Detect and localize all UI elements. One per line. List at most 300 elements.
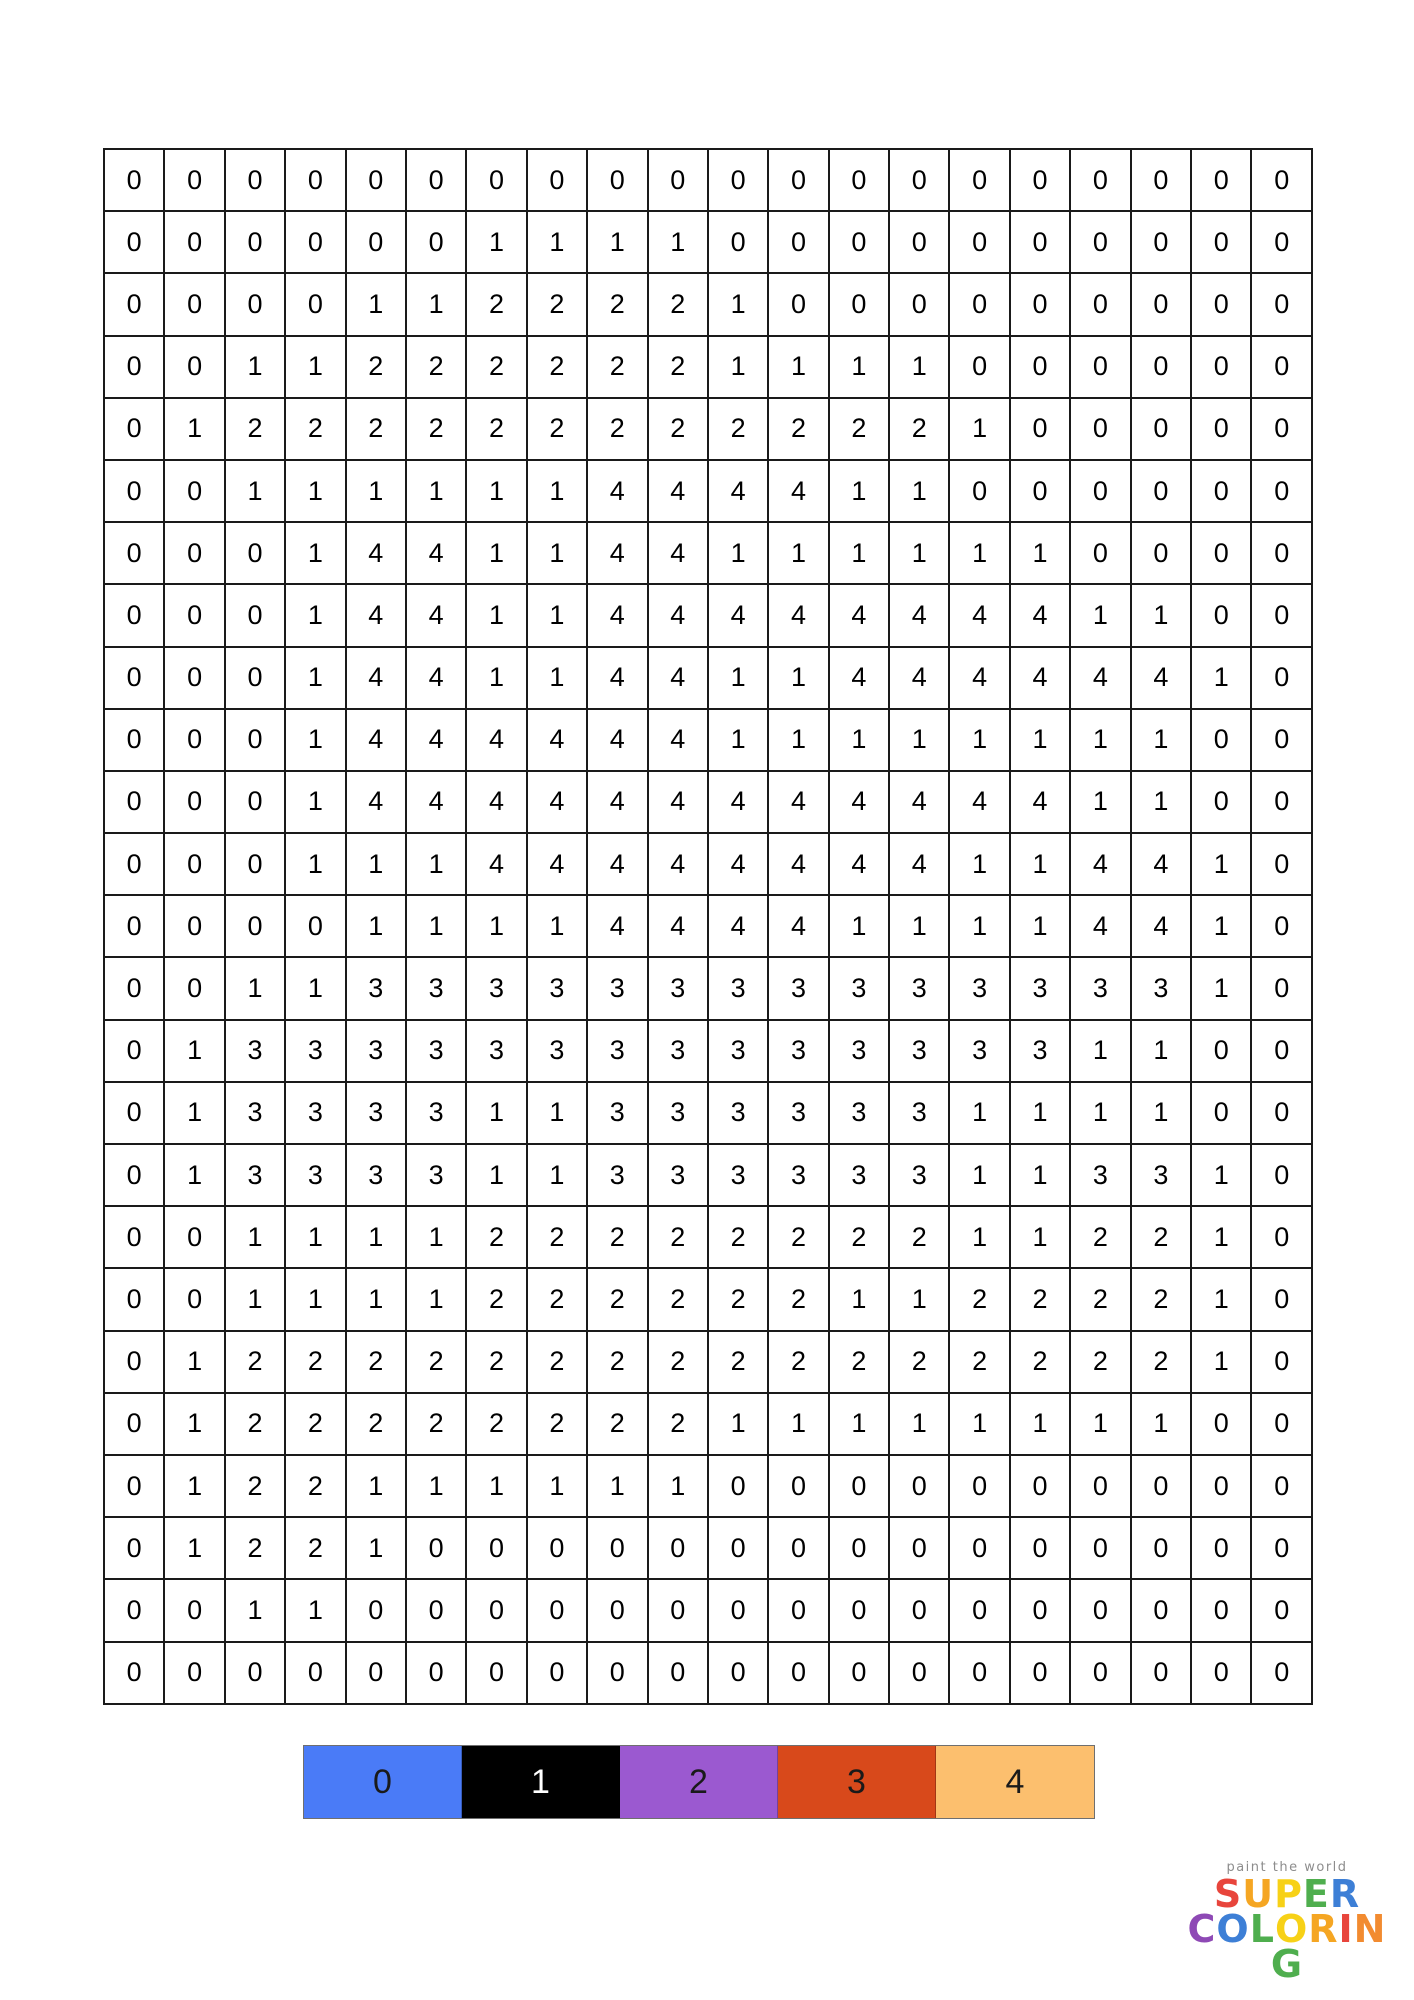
grid-cell: 0 [104,211,164,273]
grid-cell: 2 [225,398,285,460]
grid-cell: 4 [587,584,647,646]
grid-cell: 0 [949,336,1009,398]
grid-cell: 1 [406,460,466,522]
grid-cell: 4 [829,771,889,833]
grid-cell: 0 [346,149,406,211]
grid-cell: 0 [104,1455,164,1517]
grid-cell: 4 [1070,833,1130,895]
grid-cell: 4 [708,771,768,833]
logo-line-1: SUPER [1213,1872,1361,1917]
grid-cell: 2 [406,1331,466,1393]
grid-cell: 1 [466,1455,526,1517]
grid-cell: 2 [285,1517,345,1579]
grid-cell: 3 [949,1020,1009,1082]
grid-cell: 2 [829,398,889,460]
grid-cell: 0 [1191,398,1251,460]
grid-row [104,895,1312,957]
grid-cell: 1 [829,336,889,398]
grid-cell: 4 [889,771,949,833]
legend-swatch-4: 4 [936,1746,1094,1818]
grid-cell: 0 [1191,273,1251,335]
grid-cell: 2 [1070,1206,1130,1268]
grid-cell: 2 [225,1331,285,1393]
grid-cell: 1 [527,211,587,273]
grid-cell: 1 [527,647,587,709]
color-legend [303,1745,1095,1819]
grid-cell: 1 [889,522,949,584]
grid-cell: 0 [1251,709,1312,771]
grid-cell: 4 [648,709,708,771]
grid-cell: 0 [225,273,285,335]
grid-cell: 0 [164,771,224,833]
grid-cell: 1 [889,895,949,957]
grid-cell: 3 [587,1144,647,1206]
grid-cell: 1 [949,522,1009,584]
grid-cell: 0 [829,149,889,211]
grid-cell: 4 [768,895,828,957]
grid-cell: 1 [225,1268,285,1330]
grid-cell: 0 [164,957,224,1019]
grid-cell: 1 [346,273,406,335]
grid-cell: 0 [1131,1642,1191,1704]
grid-cell: 2 [346,1331,406,1393]
legend-swatch-0: 0 [304,1746,462,1818]
grid-cell: 0 [1131,522,1191,584]
grid-cell: 0 [1251,1393,1312,1455]
grid-cell: 3 [346,1020,406,1082]
grid-cell: 2 [285,398,345,460]
grid-cell: 0 [768,1579,828,1641]
grid-cell: 3 [285,1020,345,1082]
grid-cell: 0 [829,1455,889,1517]
grid-cell: 4 [587,895,647,957]
grid-cell: 1 [949,1144,1009,1206]
grid-cell: 2 [648,398,708,460]
grid-cell: 0 [285,273,345,335]
color-by-number-grid [103,148,1313,1705]
grid-cell: 1 [164,1144,224,1206]
grid-cell: 3 [768,1082,828,1144]
grid-cell: 4 [768,460,828,522]
grid-cell: 0 [949,460,1009,522]
logo-line-2: COLORING [1187,1907,1387,1987]
grid-cell: 0 [1251,336,1312,398]
grid-cell: 0 [1010,149,1070,211]
grid-cell: 2 [768,398,828,460]
grid-cell: 0 [1070,1517,1130,1579]
grid-cell: 4 [949,647,1009,709]
grid-cell: 1 [466,211,526,273]
grid-cell: 2 [527,1393,587,1455]
grid-cell: 2 [1131,1206,1191,1268]
grid-cell: 4 [527,771,587,833]
grid-cell: 0 [1251,1331,1312,1393]
grid-cell: 0 [1251,1579,1312,1641]
grid-cell: 0 [466,1579,526,1641]
grid-cell: 0 [708,1517,768,1579]
grid-cell: 3 [587,957,647,1019]
grid-cell: 1 [1191,833,1251,895]
grid-cell: 1 [406,1206,466,1268]
grid-cell: 0 [225,647,285,709]
grid-cell: 1 [225,336,285,398]
grid-cell: 1 [285,336,345,398]
grid-cell: 2 [225,1517,285,1579]
grid-cell: 3 [1131,1144,1191,1206]
grid-cell: 1 [768,647,828,709]
grid-cell: 3 [406,1144,466,1206]
grid-cell: 1 [164,1393,224,1455]
grid-cell: 1 [527,1455,587,1517]
grid-cell: 2 [466,1206,526,1268]
grid-cell: 0 [104,398,164,460]
grid-cell: 1 [346,1268,406,1330]
grid-cell: 2 [708,1268,768,1330]
grid-cell: 1 [1131,1393,1191,1455]
grid-cell: 0 [768,149,828,211]
grid-cell: 0 [949,273,1009,335]
grid-cell: 3 [648,1144,708,1206]
grid-cell: 0 [1070,1579,1130,1641]
grid-cell: 1 [708,1393,768,1455]
grid-cell: 2 [829,1331,889,1393]
grid-cell: 0 [225,771,285,833]
grid-cell: 1 [1010,1206,1070,1268]
grid-cell: 3 [708,1020,768,1082]
supercoloring-logo [1182,1860,1392,1987]
grid-cell: 4 [587,771,647,833]
grid-cell: 1 [285,1206,345,1268]
grid-cell: 4 [1010,584,1070,646]
grid-cell: 0 [648,1579,708,1641]
grid-cell: 0 [1010,1455,1070,1517]
grid-cell: 0 [104,1144,164,1206]
grid-cell: 4 [587,709,647,771]
grid-cell: 0 [104,957,164,1019]
grid-cell: 2 [346,336,406,398]
grid-cell: 1 [708,336,768,398]
grid-cell: 4 [406,647,466,709]
grid-cell: 1 [164,1455,224,1517]
grid-cell: 0 [104,895,164,957]
grid-cell: 2 [1010,1331,1070,1393]
grid-cell: 4 [829,833,889,895]
grid-cell: 1 [406,273,466,335]
grid-cell: 0 [1251,211,1312,273]
grid-cell: 4 [466,709,526,771]
legend-swatch-2: 2 [620,1746,778,1818]
grid-cell: 0 [889,149,949,211]
grid-cell: 4 [1010,771,1070,833]
grid-cell: 4 [829,647,889,709]
grid-cell: 1 [285,709,345,771]
grid-cell: 0 [406,1517,466,1579]
grid-cell: 1 [527,584,587,646]
grid-cell: 4 [889,833,949,895]
grid-cell: 4 [1070,647,1130,709]
grid-cell: 2 [527,398,587,460]
grid-cell: 1 [1010,1393,1070,1455]
grid-cell: 0 [225,1642,285,1704]
grid-cell: 0 [1010,336,1070,398]
grid-cell: 2 [466,273,526,335]
grid-cell: 3 [768,957,828,1019]
grid-row [104,584,1312,646]
grid-cell: 2 [1131,1331,1191,1393]
grid-cell: 0 [164,895,224,957]
grid-cell: 3 [768,1144,828,1206]
grid-cell: 1 [1070,771,1130,833]
grid-cell: 0 [225,149,285,211]
grid-cell: 2 [1131,1268,1191,1330]
grid-cell: 3 [768,1020,828,1082]
grid-cell: 0 [1070,211,1130,273]
grid-row [104,771,1312,833]
grid-cell: 3 [466,1020,526,1082]
grid-cell: 1 [587,1455,647,1517]
grid-cell: 0 [1010,273,1070,335]
grid-cell: 0 [1251,273,1312,335]
grid-cell: 0 [285,211,345,273]
grid-cell: 1 [346,1517,406,1579]
grid-cell: 4 [949,584,1009,646]
grid-cell: 1 [949,398,1009,460]
grid-row [104,1455,1312,1517]
grid-cell: 1 [285,1579,345,1641]
grid-cell: 1 [225,1206,285,1268]
grid-cell: 1 [285,833,345,895]
grid-cell: 1 [466,895,526,957]
grid-cell: 3 [225,1082,285,1144]
grid-cell: 4 [346,522,406,584]
grid-cell: 4 [648,460,708,522]
grid-cell: 0 [889,273,949,335]
grid-cell: 3 [949,957,1009,1019]
grid-cell: 4 [648,833,708,895]
grid-cell: 0 [1251,1517,1312,1579]
grid-cell: 0 [1010,1642,1070,1704]
grid-cell: 1 [889,709,949,771]
grid-cell: 0 [949,149,1009,211]
grid-cell: 3 [1010,1020,1070,1082]
grid-cell: 0 [1251,1268,1312,1330]
grid-cell: 1 [527,1082,587,1144]
grid-cell: 1 [527,460,587,522]
grid-cell: 1 [1010,833,1070,895]
grid-cell: 3 [1070,957,1130,1019]
grid-cell: 0 [1191,1082,1251,1144]
grid-cell: 1 [768,522,828,584]
grid-cell: 0 [1131,1579,1191,1641]
grid-cell: 0 [708,211,768,273]
grid-cell: 4 [466,771,526,833]
grid-cell: 4 [648,895,708,957]
grid-cell: 2 [527,1331,587,1393]
grid-cell: 2 [648,1393,708,1455]
grid-cell: 0 [225,211,285,273]
grid-cell: 1 [1191,1268,1251,1330]
grid-row [104,1517,1312,1579]
grid-cell: 1 [1131,771,1191,833]
grid-cell: 3 [889,1144,949,1206]
grid-cell: 0 [1191,709,1251,771]
grid-cell: 3 [587,1082,647,1144]
grid-cell: 2 [768,1268,828,1330]
grid-cell: 1 [527,1144,587,1206]
grid-cell: 0 [1070,398,1130,460]
grid-cell: 1 [285,957,345,1019]
grid-cell: 4 [708,833,768,895]
grid-row [104,647,1312,709]
grid-cell: 0 [889,211,949,273]
grid-cell: 0 [1131,398,1191,460]
grid-cell: 0 [285,895,345,957]
grid-cell: 1 [225,957,285,1019]
grid-cell: 4 [587,647,647,709]
grid-cell: 1 [1010,1082,1070,1144]
grid-cell: 1 [889,336,949,398]
grid-cell: 4 [1131,647,1191,709]
grid-cell: 1 [285,647,345,709]
grid-cell: 2 [587,1206,647,1268]
grid-cell: 0 [1010,1517,1070,1579]
grid-cell: 3 [466,957,526,1019]
grid-cell: 0 [1070,336,1130,398]
grid-cell: 0 [889,1579,949,1641]
grid-cell: 1 [829,1268,889,1330]
grid-cell: 1 [829,522,889,584]
grid-cell: 3 [587,1020,647,1082]
grid-cell: 2 [466,1393,526,1455]
grid-cell: 1 [406,895,466,957]
grid-cell: 0 [346,211,406,273]
grid-cell: 1 [466,584,526,646]
grid-cell: 2 [949,1268,1009,1330]
grid-cell: 1 [285,771,345,833]
grid-cell: 3 [708,1144,768,1206]
grid-cell: 0 [164,336,224,398]
grid-cell: 0 [1131,460,1191,522]
grid-cell: 0 [829,273,889,335]
grid-cell: 0 [406,1642,466,1704]
grid-cell: 4 [587,833,647,895]
grid-cell: 2 [285,1455,345,1517]
grid-cell: 4 [406,709,466,771]
grid-cell: 2 [466,398,526,460]
grid-cell: 0 [648,1642,708,1704]
grid-cell: 2 [648,273,708,335]
grid-cell: 1 [164,1331,224,1393]
grid-cell: 2 [466,1331,526,1393]
grid-cell: 2 [889,1331,949,1393]
grid-row [104,833,1312,895]
grid-cell: 0 [104,1331,164,1393]
grid-cell: 0 [104,647,164,709]
grid-cell: 4 [346,584,406,646]
grid-cell: 0 [829,211,889,273]
grid-cell: 0 [949,1579,1009,1641]
grid-cell: 0 [768,1517,828,1579]
grid-cell: 0 [406,211,466,273]
grid-cell: 0 [1131,1517,1191,1579]
grid-row [104,1642,1312,1704]
grid-cell: 0 [1070,460,1130,522]
grid-cell: 3 [708,957,768,1019]
grid-cell: 1 [164,1517,224,1579]
grid-row [104,1579,1312,1641]
grid-cell: 0 [768,273,828,335]
grid-cell: 1 [1191,895,1251,957]
grid-cell: 0 [527,1517,587,1579]
grid-cell: 4 [889,584,949,646]
grid-cell: 2 [527,1268,587,1330]
grid-cell: 0 [104,1082,164,1144]
grid-cell: 0 [104,336,164,398]
grid-cell: 1 [829,460,889,522]
grid-cell: 2 [466,1268,526,1330]
grid-cell: 1 [768,1393,828,1455]
grid-cell: 0 [1191,1020,1251,1082]
grid-cell: 1 [1191,1206,1251,1268]
grid-cell: 1 [949,833,1009,895]
grid-cell: 3 [285,1144,345,1206]
grid-cell: 0 [768,1642,828,1704]
grid-cell: 1 [889,460,949,522]
grid-cell: 0 [1251,149,1312,211]
grid-cell: 0 [104,833,164,895]
grid-cell: 0 [1191,522,1251,584]
grid-cell: 2 [527,336,587,398]
grid-cell: 2 [285,1331,345,1393]
grid-cell: 0 [1010,398,1070,460]
grid-cell: 0 [708,149,768,211]
grid-cell: 3 [889,1082,949,1144]
grid-cell: 0 [587,1642,647,1704]
grid-cell: 3 [829,1144,889,1206]
grid-cell: 1 [1070,709,1130,771]
grid-cell: 2 [1010,1268,1070,1330]
grid-cell: 0 [1251,398,1312,460]
grid-cell: 1 [285,460,345,522]
grid-cell: 0 [466,149,526,211]
grid-cell: 0 [164,1579,224,1641]
grid-cell: 2 [1070,1331,1130,1393]
grid-cell: 3 [829,1020,889,1082]
grid-cell: 0 [1010,1579,1070,1641]
grid-cell: 0 [708,1642,768,1704]
grid-cell: 2 [406,1393,466,1455]
grid-cell: 4 [1070,895,1130,957]
grid-cell: 1 [1010,895,1070,957]
grid-cell: 0 [949,1455,1009,1517]
grid-cell: 0 [527,1642,587,1704]
grid-cell: 3 [406,957,466,1019]
grid-cell: 0 [527,1579,587,1641]
grid-cell: 0 [587,1579,647,1641]
grid-cell: 1 [1191,647,1251,709]
grid-cell: 1 [708,709,768,771]
grid-cell: 0 [587,1517,647,1579]
grid-cell: 0 [285,1642,345,1704]
grid-row [104,1144,1312,1206]
grid-cell: 1 [1131,1082,1191,1144]
grid-cell: 4 [587,522,647,584]
grid-cell: 0 [104,584,164,646]
grid-cell: 0 [1191,1642,1251,1704]
grid-cell: 0 [949,1517,1009,1579]
grid-cell: 3 [889,1020,949,1082]
grid-cell: 0 [1131,149,1191,211]
